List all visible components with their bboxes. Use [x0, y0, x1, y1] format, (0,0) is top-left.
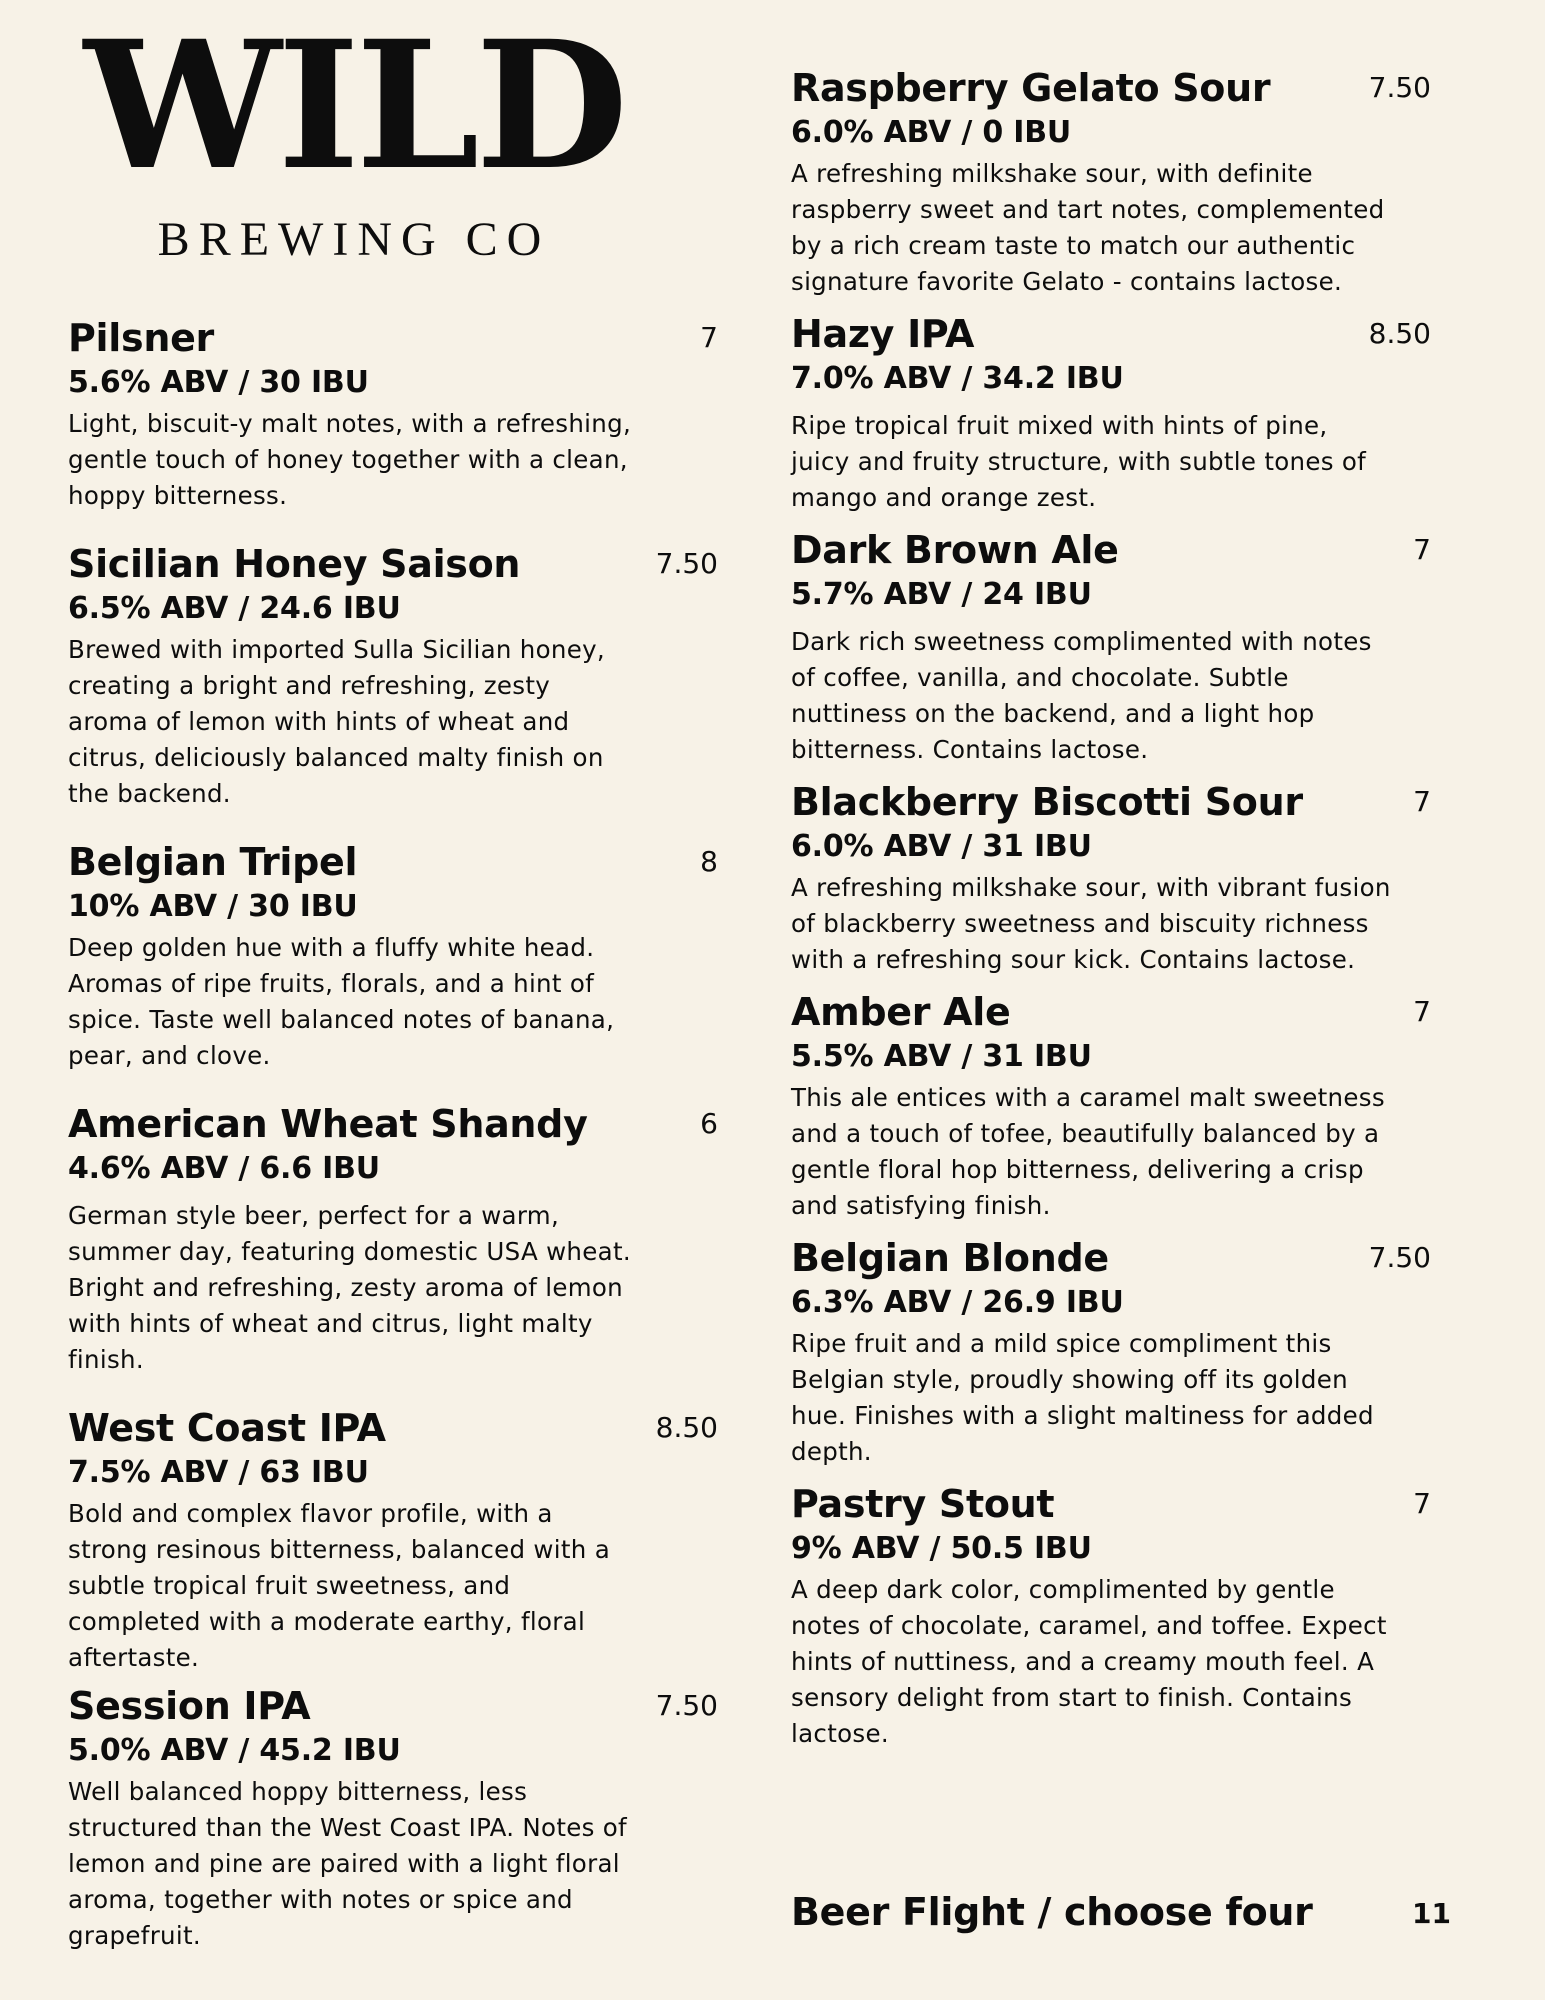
item-description: A refreshing milkshake sour, with definite raspberry sweet and tart notes, complemented by a rich cream taste to match our authentic signature favorite Gelato - contains lactose.	[791, 159, 1385, 296]
item-name: Hazy IPA	[791, 312, 975, 356]
item-price: 7	[1413, 1487, 1431, 1520]
item-name: Sicilian Honey Saison	[68, 542, 521, 586]
item-name: Blackberry Biscotti Sour	[791, 780, 1303, 824]
menu-column-left	[68, 314, 728, 1954]
item-name: Amber Ale	[791, 990, 1011, 1034]
menu-item-pastry-stout	[791, 1480, 1431, 1752]
item-description: A deep dark color, complimented by gentle notes of chocolate, caramel, and toffee. Expect hints of nuttiness, and a creamy mouth feel. A sensory delight from start to finish. Contains lactose.	[791, 1575, 1387, 1748]
item-description: Ripe fruit and a mild spice compliment this Belgian style, proudly showing off its golden hue. Finishes with a slight maltiness for added depth.	[791, 1329, 1374, 1466]
item-name: Raspberry Gelato Sour	[791, 66, 1271, 110]
menu-item-session-ipa	[68, 1682, 728, 1954]
item-abv: 4.6% ABV / 6.6 IBU	[68, 1151, 380, 1186]
item-price: 7	[1413, 785, 1431, 818]
item-name: Pilsner	[68, 316, 214, 360]
menu-item-west-coast-ipa	[68, 1404, 728, 1676]
item-description: This ale entices with a caramel malt sweetness and a touch of tofee, beautifully balanced by a gentle floral hop bitterness, delivering a crisp and satisfying finish.	[791, 1083, 1385, 1220]
item-abv: 6.0% ABV / 0 IBU	[791, 115, 1072, 150]
item-abv: 5.7% ABV / 24 IBU	[791, 577, 1092, 612]
menu-item-belgian-blonde	[791, 1234, 1431, 1470]
item-description: Brewed with imported Sulla Sicilian honey, creating a bright and refreshing, zesty aroma of lemon with hints of wheat and citrus, deliciously balanced malty finish on the backend.	[68, 635, 606, 808]
item-price: 7	[700, 321, 718, 354]
item-description: Bold and complex flavor profile, with a strong resinous bitterness, balanced with a subtle tropical fruit sweetness, and completed with a moderate earthy, floral aftertaste.	[68, 1499, 611, 1672]
menu-column-right	[791, 64, 1431, 1752]
logo-subtitle: BREWING CO	[157, 213, 551, 266]
item-name: Session IPA	[68, 1684, 311, 1728]
item-abv: 9% ABV / 50.5 IBU	[791, 1531, 1092, 1566]
item-abv: 10% ABV / 30 IBU	[68, 889, 358, 924]
item-name: Dark Brown Ale	[791, 528, 1119, 572]
menu-item-hazy-ipa	[791, 310, 1431, 516]
item-description: Dark rich sweetness complimented with notes of coffee, vanilla, and chocolate. Subtle nuttiness on the backend, and a light hop bitterness. Contains lactose.	[791, 627, 1372, 764]
item-price: 8.50	[655, 1411, 718, 1444]
menu-item-raspberry-gelato-sour	[791, 64, 1431, 300]
menu-item-blackberry-biscotti-sour	[791, 778, 1431, 978]
item-abv: 5.0% ABV / 45.2 IBU	[68, 1733, 401, 1768]
item-abv: 7.0% ABV / 34.2 IBU	[791, 361, 1124, 396]
logo-wordmark: WILD	[83, 2, 625, 209]
item-description: Ripe tropical fruit mixed with hints of pine, juicy and fruity structure, with subtle tones of mango and orange zest.	[791, 411, 1367, 512]
menu-item-beer-flight	[791, 1888, 1451, 1936]
item-price: 7.50	[1368, 71, 1431, 104]
item-abv: 5.6% ABV / 30 IBU	[68, 365, 369, 400]
menu-item-pilsner	[68, 314, 728, 514]
item-price: 7.50	[655, 547, 718, 580]
item-price: 7	[1413, 533, 1431, 566]
item-price: 7.50	[1368, 1241, 1431, 1274]
item-abv: 5.5% ABV / 31 IBU	[791, 1039, 1092, 1074]
item-price: 8.50	[1368, 317, 1431, 350]
menu-item-belgian-tripel	[68, 838, 728, 1074]
menu-item-dark-brown-ale	[791, 526, 1431, 768]
item-name: Beer Flight / choose four	[791, 1890, 1313, 1934]
menu-item-sicilian-honey-saison	[68, 540, 728, 812]
item-price: 7	[1413, 995, 1431, 1028]
item-abv: 6.0% ABV / 31 IBU	[791, 829, 1092, 864]
item-abv: 6.5% ABV / 24.6 IBU	[68, 591, 401, 626]
item-abv: 6.3% ABV / 26.9 IBU	[791, 1285, 1124, 1320]
item-price: 8	[700, 845, 718, 878]
item-price: 6	[700, 1107, 718, 1140]
item-description: Deep golden hue with a fluffy white head. Aromas of ripe fruits, florals, and a hint of spice. Taste well balanced notes of banana, pear, and clove.	[68, 933, 615, 1070]
item-name: Belgian Tripel	[68, 840, 358, 884]
item-price: 7.50	[655, 1689, 718, 1722]
item-price: 11	[1412, 1897, 1451, 1930]
item-name: American Wheat Shandy	[68, 1102, 588, 1146]
item-name: Belgian Blonde	[791, 1236, 1109, 1280]
menu-item-amber-ale	[791, 988, 1431, 1224]
brand-logo	[66, 2, 642, 272]
item-description: German style beer, perfect for a warm, summer day, featuring domestic USA wheat. Bright and refreshing, zesty aroma of lemon with hints of wheat and citrus, light malty finish.	[68, 1201, 631, 1374]
menu-item-american-wheat-shandy	[68, 1100, 728, 1378]
item-name: Pastry Stout	[791, 1482, 1055, 1526]
item-description: Well balanced hoppy bitterness, less structured than the West Coast IPA. Notes of lemon and pine are paired with a light floral aroma, together with notes or spice and grapefruit.	[68, 1777, 627, 1950]
item-description: Light, biscuit-y malt notes, with a refreshing, gentle touch of honey together with a clean, hoppy bitterness.	[68, 409, 632, 510]
item-description: A refreshing milkshake sour, with vibrant fusion of blackberry sweetness and biscuity richness with a refreshing sour kick. Contains lactose.	[791, 873, 1391, 974]
item-abv: 7.5% ABV / 63 IBU	[68, 1455, 369, 1490]
item-name: West Coast IPA	[68, 1406, 386, 1450]
